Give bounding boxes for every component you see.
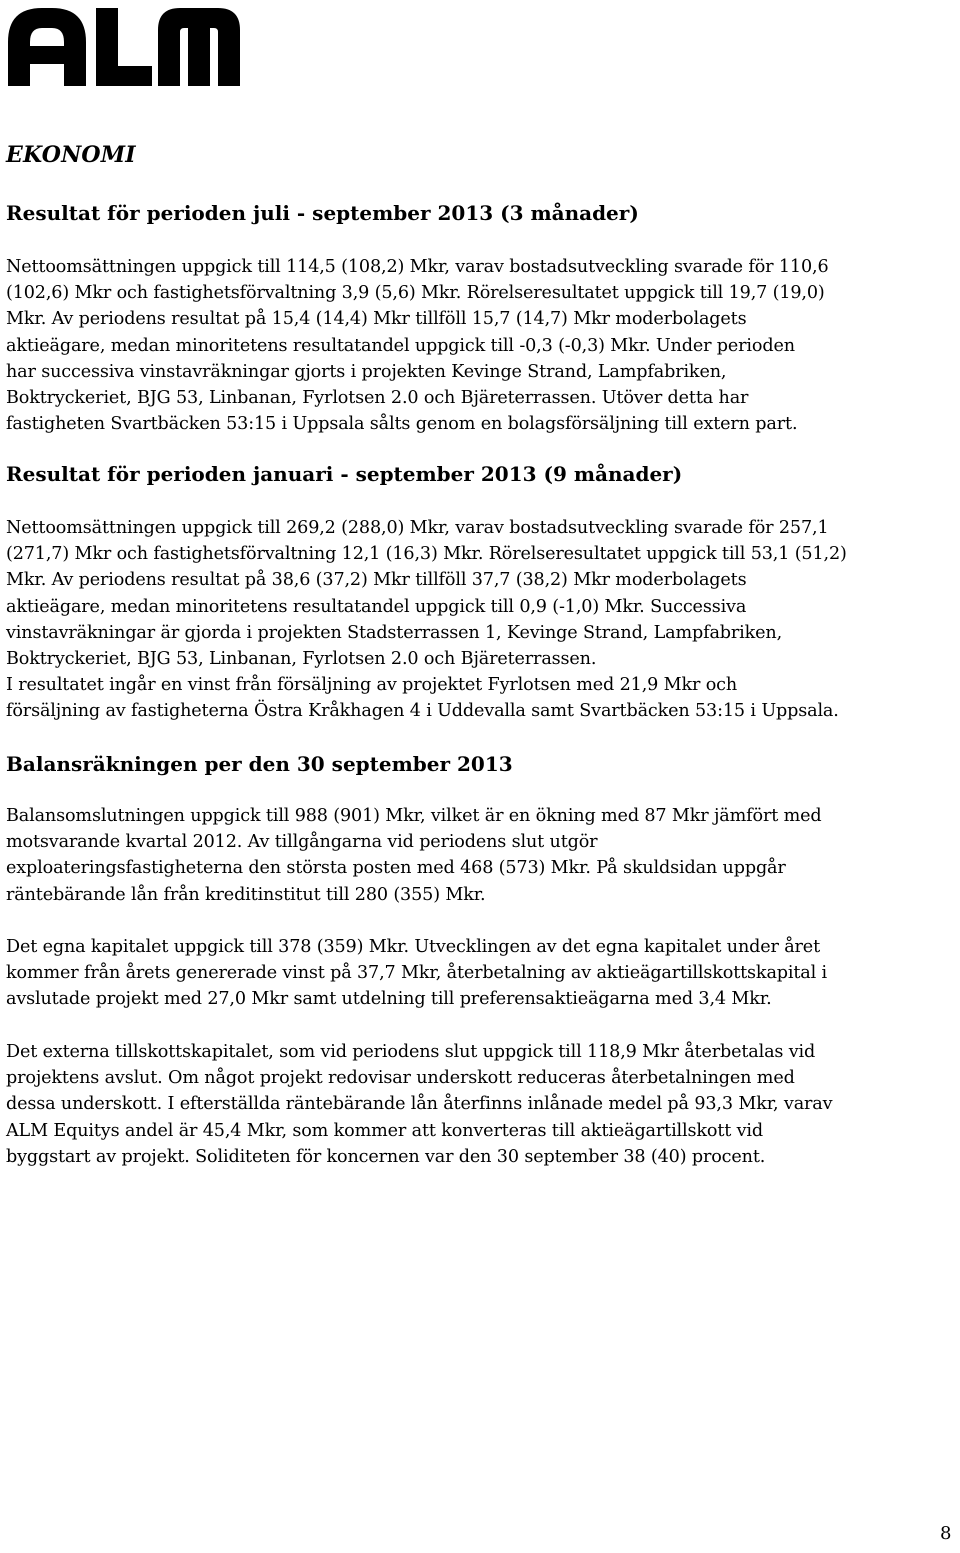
ytd-line: Mkr. Av periodens resultat på 38,6 (37,2) Mkr tillföll 37,7 (38,2) Mkr moderbolagets: [6, 570, 747, 591]
ytd-heading: Resultat för perioden januari - september 2013 (9 månader): [6, 462, 683, 486]
balance-line: Balansomslutningen uppgick till 988 (901) Mkr, vilket är en ökning med 87 Mkr jämfört med: [6, 806, 822, 826]
balance-line: kommer från årets genererade vinst på 37,7 Mkr, återbetalning av aktieägartillskottskapital i: [6, 963, 828, 984]
balance-line: ALM Equitys andel är 45,4 Mkr, som kommer att konverteras till aktieägartillskott vid: [6, 1120, 764, 1141]
balance-paragraph-equity: [6, 934, 958, 1013]
balance-line: byggstart av projekt. Soliditeten för koncernen var den 30 september 38 (40) procent.: [6, 1146, 766, 1167]
balance-line: dessa underskott. I efterställda räntebärande lån återfinns inlånade medel på 93,3 Mkr, varav: [6, 1094, 833, 1115]
ytd-line: Nettoomsättningen uppgick till 269,2 (288,0) Mkr, varav bostadsutveckling svarade för 257,1: [6, 518, 829, 538]
balance-paragraph-external-capital: [6, 1039, 958, 1170]
balance-line: projektens avslut. Om något projekt redovisar underskott reduceras återbetalningen med: [6, 1068, 795, 1089]
q3-line: har successiva vinstavräkningar gjorts i projekten Kevinge Strand, Lampfabriken,: [6, 361, 727, 382]
q3-paragraph: [6, 254, 958, 437]
ytd-line: försäljning av fastigheterna Östra Kråkhagen 4 i Uddevalla samt Svartbäcken 53:15 i Uppsala.: [6, 701, 839, 722]
ytd-line: I resultatet ingår en vinst från försäljning av projektet Fyrlotsen med 21,9 Mkr och: [6, 675, 738, 696]
q3-line: Nettoomsättningen uppgick till 114,5 (108,2) Mkr, varav bostadsutveckling svarade för 110,6: [6, 257, 829, 277]
alm-logo-icon: [6, 2, 242, 92]
balance-paragraph-assets: [6, 803, 958, 908]
ytd-line: Boktryckeriet, BJG 53, Linbanan, Fyrlotsen 2.0 och Bjäreterrassen.: [6, 649, 597, 670]
balance-line: Det externa tillskottskapitalet, som vid periodens slut uppgick till 118,9 Mkr återbetalas vid: [6, 1042, 816, 1062]
ytd-line: vinstavräkningar är gjorda i projekten Stadsterrassen 1, Kevinge Strand, Lampfabriken,: [6, 622, 783, 643]
balance-line: räntebärande lån från kreditinstitut till 280 (355) Mkr.: [6, 884, 486, 905]
q3-line: Boktryckeriet, BJG 53, Linbanan, Fyrlotsen 2.0 och Bjäreterrassen. Utöver detta har: [6, 388, 749, 409]
alm-logo: [6, 2, 242, 92]
q3-line: Mkr. Av periodens resultat på 15,4 (14,4) Mkr tillföll 15,7 (14,7) Mkr moderbolagets: [6, 309, 747, 330]
balance-line: exploateringsfastigheterna den största posten med 468 (573) Mkr. På skuldsidan uppgår: [6, 858, 786, 879]
ytd-line: aktieägare, medan minoritetens resultatandel uppgick till 0,9 (-1,0) Mkr. Successiva: [6, 596, 747, 617]
balance-line: avslutade projekt med 27,0 Mkr samt utdelning till preferensaktieägarna med 3,4 Mkr.: [6, 989, 772, 1010]
section-title: EKONOMI: [6, 142, 136, 168]
ytd-paragraph: [6, 515, 958, 725]
balance-line: motsvarande kvartal 2012. Av tillgångarna vid periodens slut utgör: [6, 832, 598, 853]
page-number: 8: [940, 1523, 952, 1544]
ytd-line: (271,7) Mkr och fastighetsförvaltning 12,1 (16,3) Mkr. Rörelseresultatet uppgick till 53,1 (51,2): [6, 544, 847, 565]
q3-line: (102,6) Mkr och fastighetsförvaltning 3,9 (5,6) Mkr. Rörelseresultatet uppgick till 19,7 (19,0): [6, 283, 825, 304]
q3-heading: Resultat för perioden juli - september 2013 (3 månader): [6, 201, 639, 225]
q3-line: fastigheten Svartbäcken 53:15 i Uppsala sålts genom en bolagsförsäljning till extern part.: [6, 414, 798, 435]
balance-heading: Balansräkningen per den 30 september 2013: [6, 752, 513, 776]
q3-line: aktieägare, medan minoritetens resultatandel uppgick till -0,3 (-0,3) Mkr. Under perioden: [6, 335, 795, 356]
balance-line: Det egna kapitalet uppgick till 378 (359) Mkr. Utvecklingen av det egna kapitalet under året: [6, 937, 820, 957]
